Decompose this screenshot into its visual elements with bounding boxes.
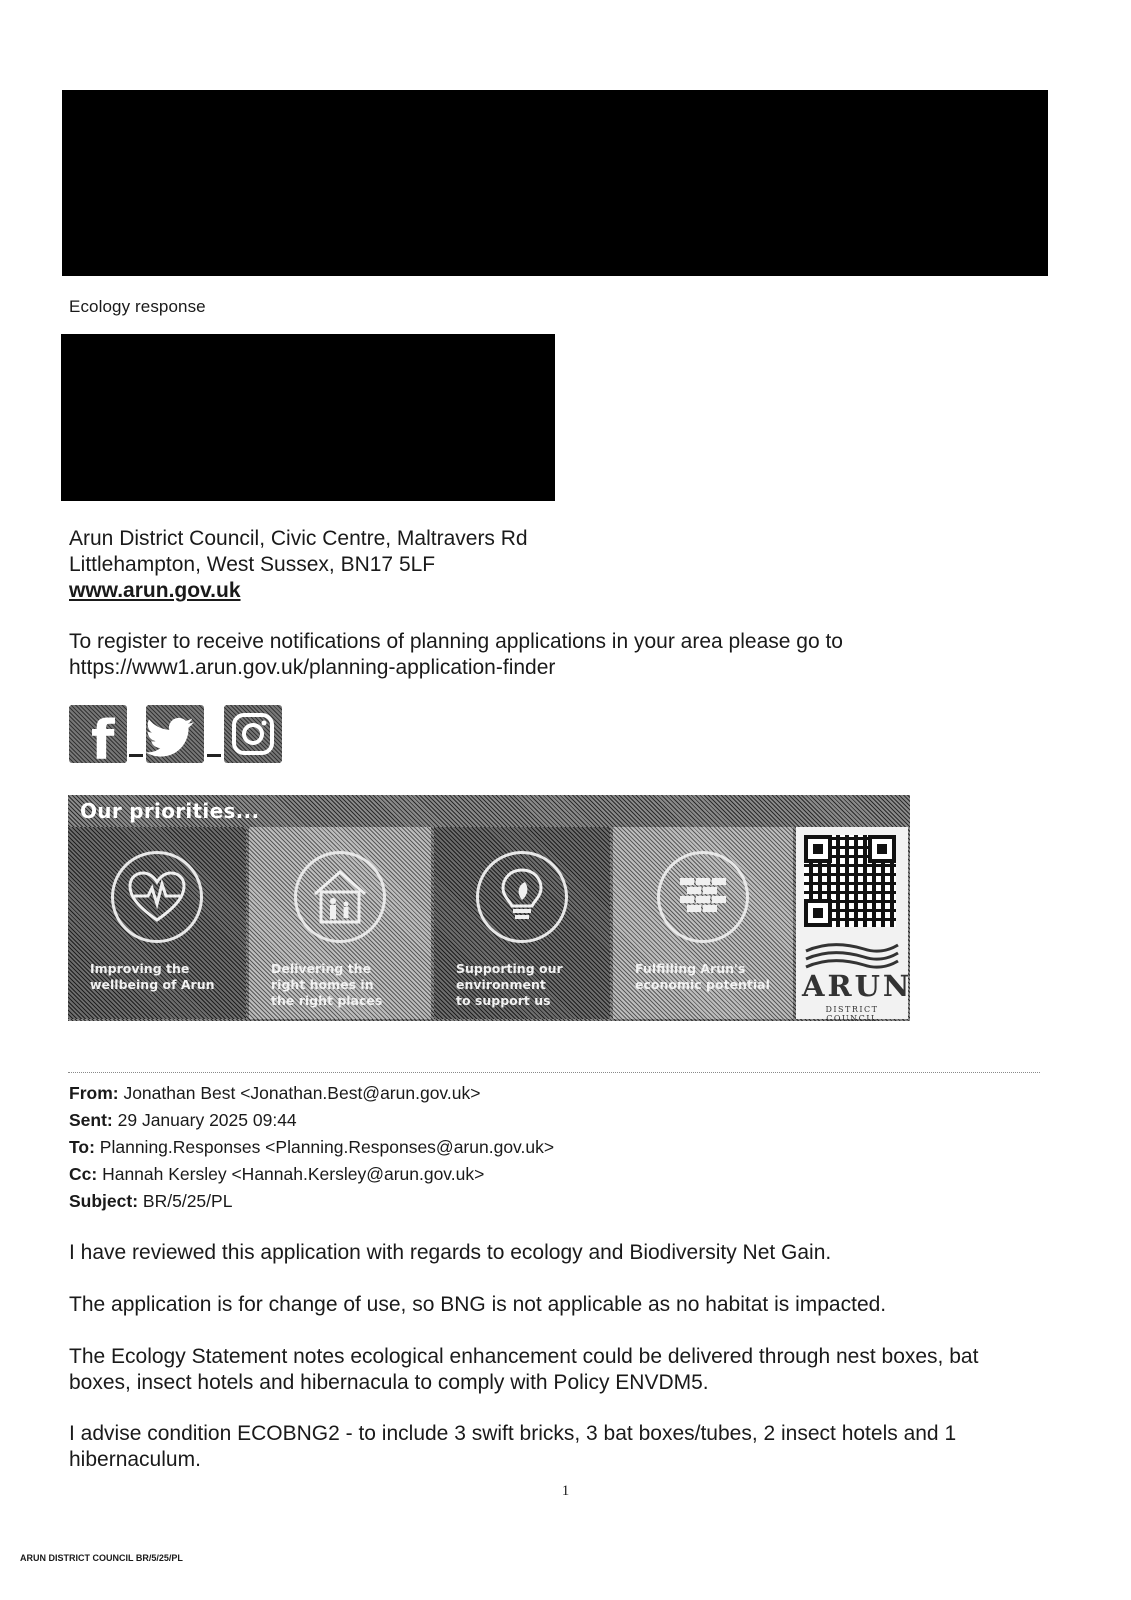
page-number: 1	[561, 1483, 570, 1499]
priorities-banner	[68, 795, 913, 1023]
email-subject: Subject: BR/5/25/PL	[69, 1191, 233, 1211]
priority-panel-environment	[434, 827, 610, 1019]
body-paragraph: The application is for change of use, so BNG is not applicable as no habitat is impacted.	[69, 1293, 887, 1316]
divider	[68, 1072, 1040, 1073]
priority-panel-economy	[613, 827, 793, 1019]
facebook-icon[interactable]	[69, 705, 127, 763]
instagram-icon[interactable]	[224, 705, 282, 763]
page-footer: ARUN DISTRICT COUNCIL BR/5/25/PL	[20, 1553, 183, 1563]
redacted-block-header	[62, 90, 1048, 276]
icon-separator	[207, 754, 221, 757]
qr-logo-panel	[796, 827, 913, 1023]
arun-logo-subtext: DISTRICT COUNCIL	[825, 1005, 879, 1023]
body-paragraph: I have reviewed this application with regards to ecology and Biodiversity Net Gain.	[69, 1241, 832, 1264]
address-line-2: Littlehampton, West Sussex, BN17 5LF	[69, 553, 436, 576]
priority-panel-homes	[249, 827, 431, 1019]
email-sent: Sent: 29 January 2025 09:44	[69, 1110, 297, 1130]
qr-code[interactable]	[804, 835, 896, 927]
email-from: From: Jonathan Best <Jonathan.Best@arun.gov.uk>	[69, 1083, 481, 1103]
register-text: To register to receive notifications of planning applications in your area please go to	[69, 630, 843, 653]
arun-waves-icon	[804, 941, 900, 971]
priority-caption: Supporting our environment to support us	[456, 961, 563, 1008]
brick-wall-icon	[657, 851, 749, 943]
priority-panel-wellbeing	[68, 827, 246, 1019]
website-link[interactable]: www.arun.gov.uk	[69, 579, 241, 602]
svg-text:f: f	[91, 709, 115, 763]
twitter-icon[interactable]	[146, 705, 204, 763]
house-family-icon	[294, 851, 386, 943]
icon-separator	[129, 754, 143, 757]
body-paragraph: hibernaculum.	[69, 1448, 201, 1471]
banner-title: Our priorities...	[80, 799, 260, 823]
body-paragraph: I advise condition ECOBNG2 - to include 3 swift bricks, 3 bat boxes/tubes, 2 insect hotels and 1	[69, 1422, 957, 1445]
document-label: Ecology response	[69, 297, 206, 316]
address-line-1: Arun District Council, Civic Centre, Maltravers Rd	[69, 527, 528, 550]
email-cc: Cc: Hannah Kersley <Hannah.Kersley@arun.gov.uk>	[69, 1164, 485, 1184]
priority-caption: Fulfilling Arun's economic potential	[635, 961, 770, 992]
planning-finder-link[interactable]: https://www1.arun.gov.uk/planning-application-finder	[69, 656, 556, 679]
priority-caption: Improving the wellbeing of Arun	[90, 961, 215, 992]
email-to: To: Planning.Responses <Planning.Responses@arun.gov.uk>	[69, 1137, 555, 1157]
heart-pulse-icon	[111, 851, 203, 943]
body-paragraph: boxes, insect hotels and hibernacula to comply with Policy ENVDM5.	[69, 1371, 709, 1394]
redacted-block-signature	[61, 334, 555, 501]
arun-logo-text: ARUN	[802, 969, 913, 1003]
lightbulb-leaf-icon	[476, 851, 568, 943]
body-paragraph: The Ecology Statement notes ecological enhancement could be delivered through nest boxes, bat	[69, 1345, 979, 1368]
priority-caption: Delivering the right homes in the right places	[271, 961, 383, 1008]
